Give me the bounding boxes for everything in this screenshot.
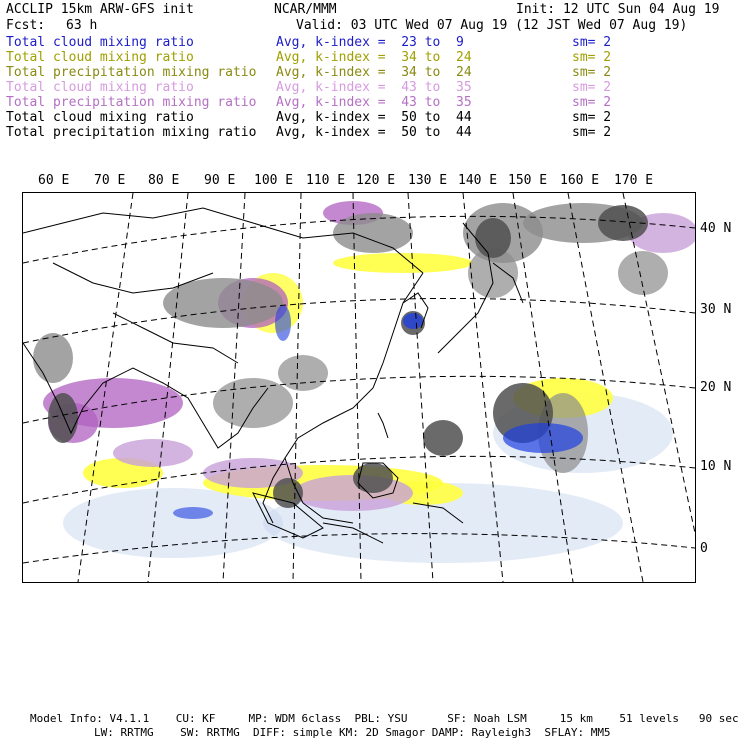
field-label: Total precipitation mixing ratio — [6, 65, 257, 80]
field-row — [6, 35, 734, 50]
forecast-label: Fcst: — [6, 18, 46, 33]
map-title: ACCLIP 15km ARW-GFS init — [6, 2, 194, 17]
latitude-label: 0 — [700, 541, 708, 556]
field-label: Total cloud mixing ratio — [6, 50, 194, 65]
center-label: NCAR/MMM — [274, 2, 337, 17]
longitude-label: 130 E — [408, 173, 448, 188]
field-label: Total precipitation mixing ratio — [6, 125, 257, 140]
field-smoothing: sm= 2 — [572, 95, 612, 110]
cloud-area — [618, 251, 668, 295]
longitude-label: 100 E — [254, 173, 294, 188]
cloud-area — [475, 218, 511, 258]
field-label: Total cloud mixing ratio — [6, 35, 194, 50]
cloud-area — [173, 507, 213, 519]
latitude-label: 40 N — [700, 221, 732, 236]
field-row — [6, 125, 734, 140]
longitude-label: 60 E — [38, 173, 70, 188]
cloud-area — [33, 333, 73, 383]
field-row — [6, 110, 734, 125]
field-k-index: Avg, k-index = 23 to 9 — [276, 35, 464, 50]
field-row — [6, 50, 734, 65]
field-row — [6, 65, 734, 80]
field-label: Total cloud mixing ratio — [6, 110, 194, 125]
cloud-area — [278, 355, 328, 391]
cloud-area — [403, 313, 423, 329]
longitude-label: 150 E — [508, 173, 548, 188]
field-k-index: Avg, k-index = 50 to 44 — [276, 125, 472, 140]
forecast-hour: 63 h — [66, 18, 98, 33]
field-smoothing: sm= 2 — [572, 50, 612, 65]
cloud-area — [48, 393, 78, 443]
longitude-label: 80 E — [148, 173, 180, 188]
field-k-index: Avg, k-index = 34 to 24 — [276, 65, 472, 80]
valid-time: Valid: 03 UTC Wed 07 Aug 19 (12 JST Wed 07 Aug 19) — [296, 18, 688, 33]
cloud-area — [503, 423, 583, 453]
weather-map — [22, 192, 696, 583]
map-canvas — [23, 193, 695, 582]
cloud-area — [293, 475, 413, 511]
latitude-label: 10 N — [700, 459, 732, 474]
init-time: Init: 12 UTC Sun 04 Aug 19 — [516, 2, 720, 17]
field-k-index: Avg, k-index = 50 to 44 — [276, 110, 472, 125]
coastline — [378, 413, 388, 438]
field-row — [6, 95, 734, 110]
longitude-label: 170 E — [614, 173, 654, 188]
field-smoothing: sm= 2 — [572, 65, 612, 80]
field-row — [6, 80, 734, 95]
field-smoothing: sm= 2 — [572, 80, 612, 95]
cloud-area — [213, 378, 293, 428]
cloud-area — [63, 488, 283, 558]
field-smoothing: sm= 2 — [572, 35, 612, 50]
field-smoothing: sm= 2 — [572, 110, 612, 125]
field-smoothing: sm= 2 — [572, 125, 612, 140]
longitude-label: 160 E — [560, 173, 600, 188]
longitude-label: 90 E — [204, 173, 236, 188]
latitude-label: 20 N — [700, 380, 732, 395]
model-info-line1: Model Info: V4.1.1 CU: KF MP: WDM 6class PBL: YSU SF: Noah LSM 15 km 51 levels 90 sec — [30, 712, 739, 725]
longitude-label: 110 E — [306, 173, 346, 188]
longitude-label: 140 E — [458, 173, 498, 188]
cloud-area — [113, 439, 193, 467]
latitude-line — [23, 298, 695, 343]
longitude-label: 120 E — [356, 173, 396, 188]
field-label: Total precipitation mixing ratio — [6, 95, 257, 110]
field-label: Total cloud mixing ratio — [6, 80, 194, 95]
cloud-area — [423, 420, 463, 456]
field-k-index: Avg, k-index = 34 to 24 — [276, 50, 472, 65]
field-k-index: Avg, k-index = 43 to 35 — [276, 95, 472, 110]
field-k-index: Avg, k-index = 43 to 35 — [276, 80, 472, 95]
latitude-label: 30 N — [700, 302, 732, 317]
cloud-area — [275, 305, 291, 341]
model-info-line2: LW: RRTMG SW: RRTMG DIFF: simple KM: 2D Smagor DAMP: Rayleigh3 SFLAY: MM5 — [94, 726, 611, 739]
longitude-label: 70 E — [94, 173, 126, 188]
